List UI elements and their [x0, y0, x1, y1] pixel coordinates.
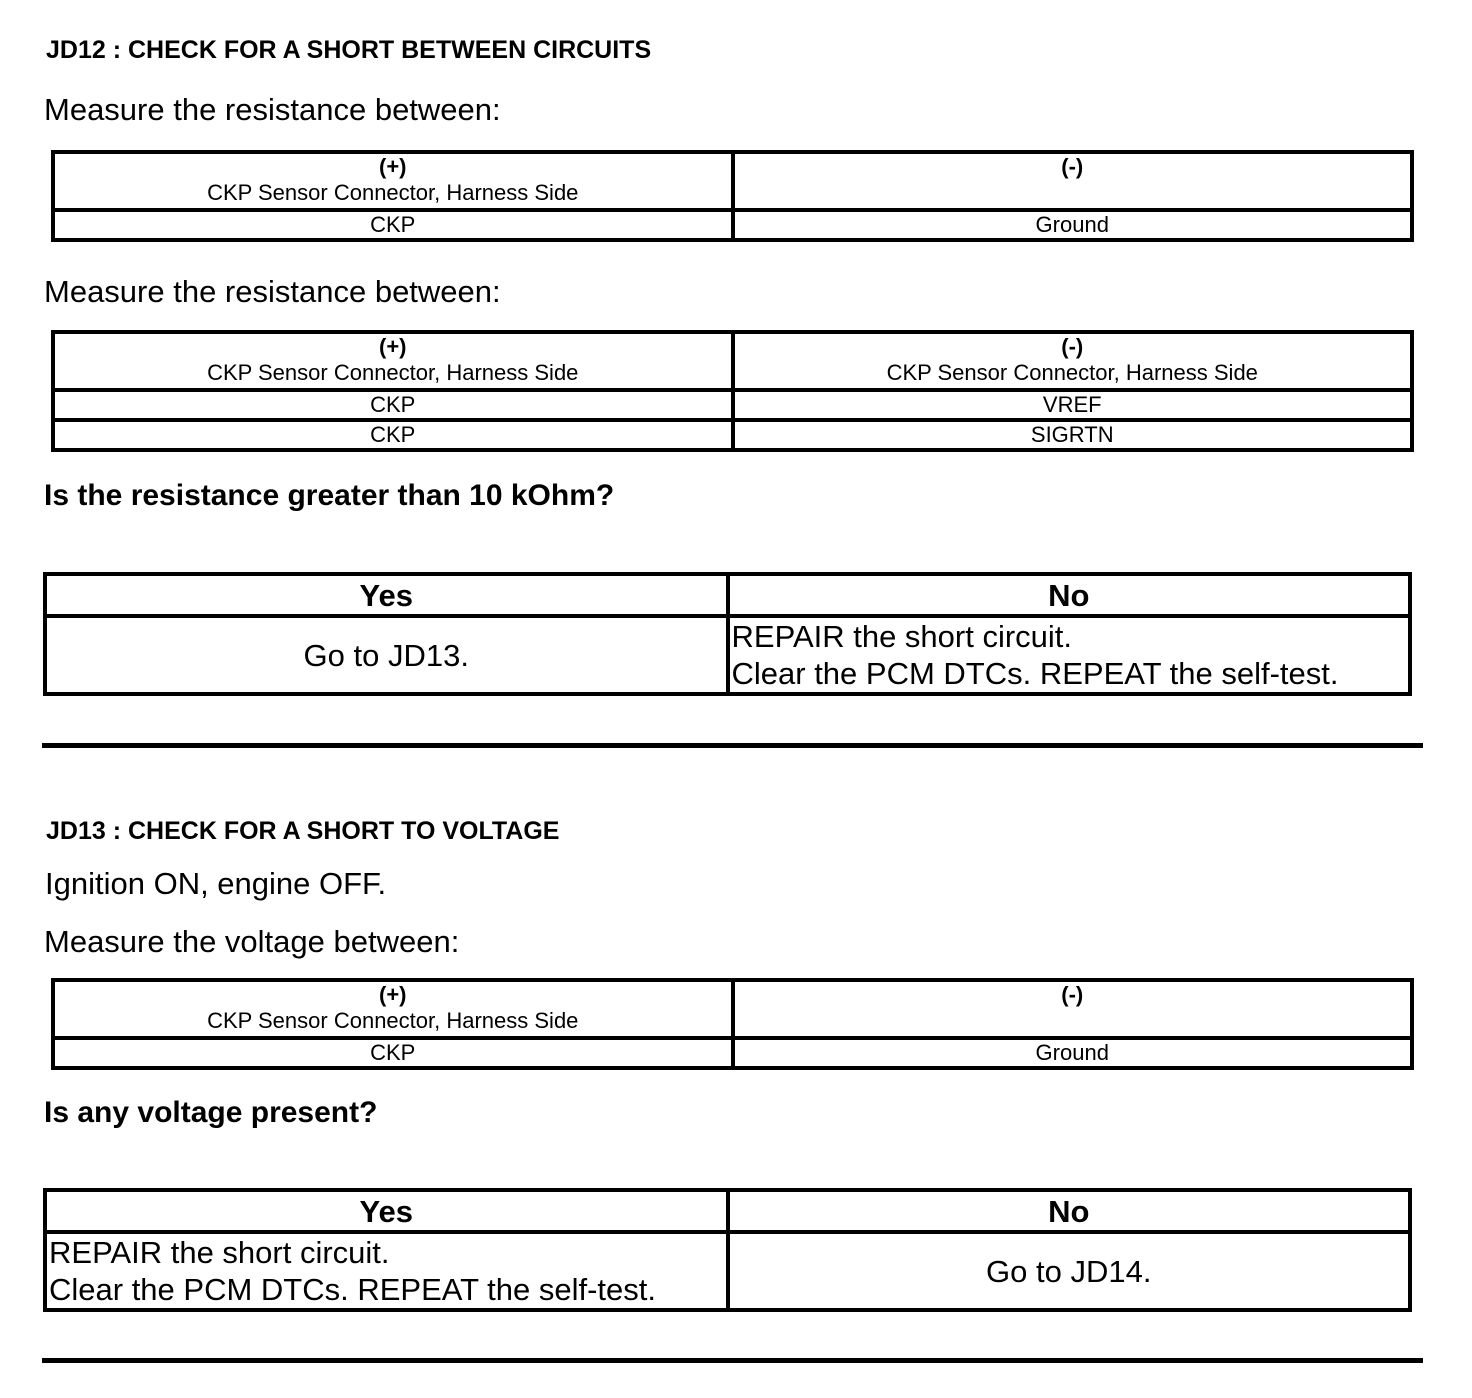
no-action-line: REPAIR the short circuit.	[731, 619, 1073, 654]
plus-cell: CKP	[53, 210, 733, 240]
jd13-title: JD13 : CHECK FOR A SHORT TO VOLTAGE	[46, 817, 560, 845]
table-header-row	[53, 152, 1412, 210]
plus-header-cell	[53, 152, 733, 210]
plus-sign: (+)	[379, 982, 407, 1007]
plus-sign: (+)	[379, 334, 407, 359]
jd12-question: Is the resistance greater than 10 kOhm?	[44, 479, 615, 512]
minus-location: CKP Sensor Connector, Harness Side	[886, 360, 1258, 385]
jd12-measure1-table	[51, 150, 1414, 242]
yes-header: Yes	[45, 1190, 728, 1232]
table-header-row	[53, 980, 1412, 1038]
minus-cell: VREF	[733, 390, 1413, 420]
minus-sign: (-)	[1061, 982, 1084, 1007]
no-action-cell	[728, 616, 1411, 694]
jd12-measure1-instruction: Measure the resistance between:	[44, 92, 501, 127]
minus-cell: Ground	[733, 210, 1413, 240]
no-header: No	[728, 574, 1411, 616]
minus-sign: (-)	[1061, 334, 1084, 359]
minus-sign: (-)	[1061, 154, 1084, 179]
plus-header-cell	[53, 980, 733, 1038]
plus-sign: (+)	[379, 154, 407, 179]
plus-header-cell	[53, 332, 733, 390]
decision-header-row	[45, 574, 1410, 616]
decision-body-row	[45, 1232, 1410, 1310]
table-row	[53, 210, 1412, 240]
plus-cell: CKP	[53, 390, 733, 420]
no-action-line: Clear the PCM DTCs. REPEAT the self-test.	[731, 656, 1339, 691]
decision-body-row	[45, 616, 1410, 694]
yes-action-line: REPAIR the short circuit.	[49, 1235, 390, 1270]
plus-location: CKP Sensor Connector, Harness Side	[207, 180, 579, 205]
plus-cell: CKP	[53, 420, 733, 450]
yes-action-line: Go to JD13.	[303, 637, 469, 673]
yes-action-cell	[45, 1232, 728, 1310]
table-header-row	[53, 332, 1412, 390]
minus-cell: SIGRTN	[733, 420, 1413, 450]
jd12-measure2-table	[51, 330, 1414, 452]
section-divider	[42, 743, 1423, 748]
plus-cell: CKP	[53, 1038, 733, 1068]
jd12-decision-table	[43, 572, 1412, 696]
table-row	[53, 420, 1412, 450]
yes-action-cell	[45, 616, 728, 694]
no-action-cell	[728, 1232, 1411, 1310]
minus-header-cell	[733, 980, 1413, 1038]
no-action-line: Go to JD14.	[986, 1253, 1152, 1289]
minus-header-cell	[733, 332, 1413, 390]
yes-header: Yes	[45, 574, 728, 616]
jd13-step1: Ignition ON, engine OFF.	[45, 866, 387, 901]
jd13-measure1-table	[51, 978, 1414, 1070]
minus-header-cell	[733, 152, 1413, 210]
plus-location: CKP Sensor Connector, Harness Side	[207, 360, 579, 385]
no-header: No	[728, 1190, 1411, 1232]
jd13-question: Is any voltage present?	[44, 1096, 378, 1129]
plus-location: CKP Sensor Connector, Harness Side	[207, 1008, 579, 1033]
jd12-title: JD12 : CHECK FOR A SHORT BETWEEN CIRCUITS	[46, 36, 652, 64]
decision-header-row	[45, 1190, 1410, 1232]
section-divider	[42, 1358, 1423, 1363]
jd12-measure2-instruction: Measure the resistance between:	[44, 274, 501, 309]
minus-cell: Ground	[733, 1038, 1413, 1068]
table-row	[53, 390, 1412, 420]
table-row	[53, 1038, 1412, 1068]
jd13-measure1-instruction: Measure the voltage between:	[44, 924, 460, 959]
yes-action-line: Clear the PCM DTCs. REPEAT the self-test.	[49, 1272, 656, 1307]
jd13-decision-table	[43, 1188, 1412, 1312]
